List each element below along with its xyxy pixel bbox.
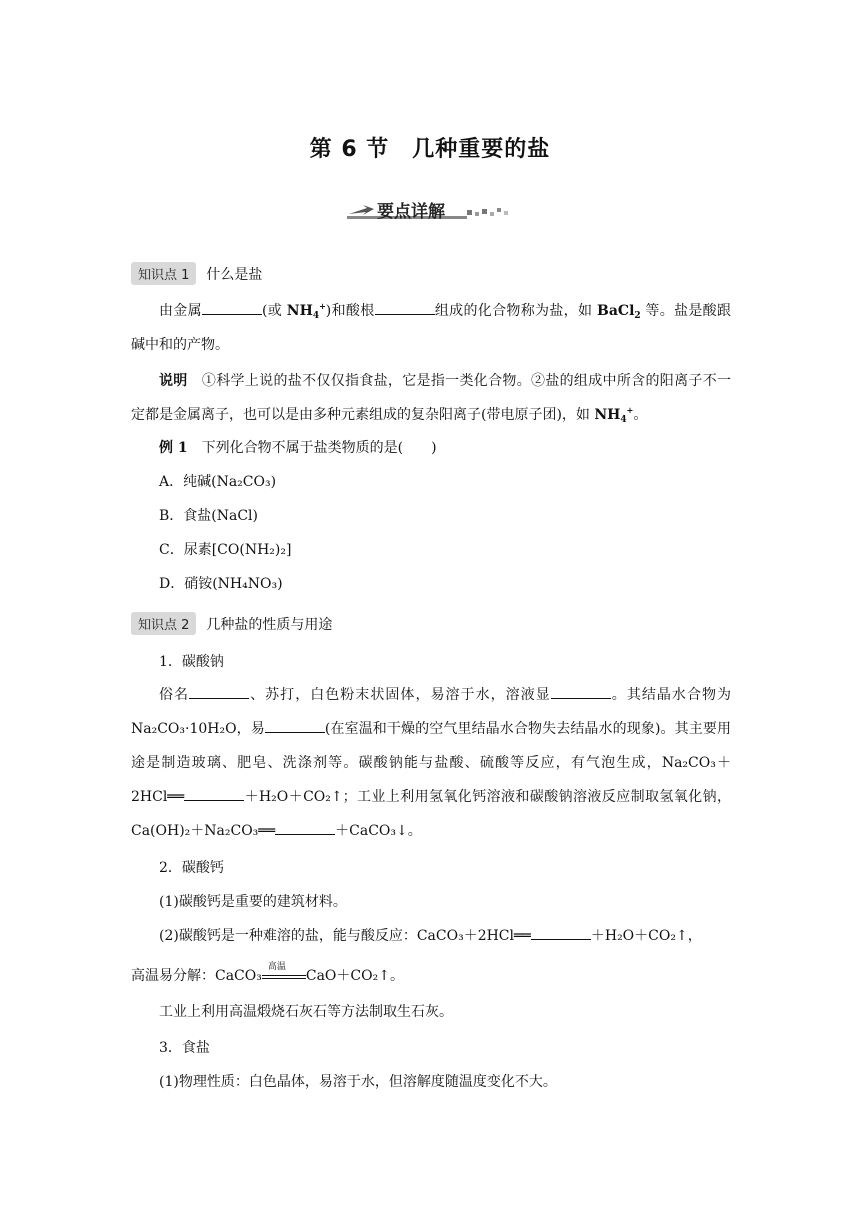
calcium-carbonate-1: (1)碳酸钙是重要的建筑材料。: [159, 894, 347, 910]
option-d: D．硝铵(NH₄NO₃): [159, 576, 283, 592]
calcium-carbonate-industry: 工业上利用高温煅烧石灰石等方法制取生石灰。: [159, 1004, 453, 1020]
knowledge-point-2: [131, 612, 332, 635]
option-a: A．纯碱(Na₂CO₃): [159, 474, 277, 490]
page-title: 第 6 节 几种重要的盐: [309, 137, 551, 162]
paragraph-salt-definition: 由金属 (或 $NH_4^+$)和酸根 组成的化合物称为盐，如 BaCl$_2$ 等。盐是酸跟碱中和的产物。: [131, 301, 731, 353]
kp-title: 几种盐的性质与用途: [206, 616, 333, 633]
reaction-condition-sign: 高温: [262, 969, 306, 983]
fill-blank: [189, 686, 249, 699]
section-banner: [347, 196, 515, 222]
kp-title: 什么是盐: [206, 266, 263, 283]
kp-tag: 知识点 2: [131, 612, 196, 635]
fill-blank: [184, 788, 244, 801]
option-c: C．尿素[CO(NH₂)₂]: [159, 542, 292, 558]
fill-blank: [551, 686, 611, 699]
option-b: B．食盐(NaCl): [159, 508, 258, 524]
fill-blank: [531, 927, 591, 940]
knowledge-point-1: [131, 262, 262, 285]
salt-physical-property: (1)物理性质：白色晶体，易溶于水，但溶解度随温度变化不大。: [159, 1074, 557, 1090]
section-salt: 3．食盐: [159, 1040, 210, 1056]
fill-blank: [265, 720, 325, 733]
paragraph-note: 说明 ①科学上说的盐不仅仅指食盐，它是指一类化合物。②盐的组成中所含的阳离子不一定都是金属离子，也可以是由多种元素组成的复杂阳离子(带电原子团)，如 $NH_4^+$。: [131, 373, 732, 425]
banner-label: 要点详解: [377, 202, 445, 222]
fill-blank: [275, 822, 335, 835]
fill-blank: [202, 302, 262, 315]
section-calcium-carbonate: 2．碳酸钙: [159, 860, 224, 876]
example-1: 例 1 下列化合物不属于盐类物质的是( ): [159, 440, 437, 456]
section-sodium-carbonate: 1．碳酸钠: [159, 654, 224, 670]
paragraph-sodium-carbonate: 俗名 、苏打，白色粉末状固体，易溶于水，溶液显 。其结晶水合物为 Na₂CO₃·10H₂O，易 (在室温和干燥的空气里结晶水合物失去结晶水的现象)。其主要用途是制造玻璃、肥皂、洗涤剂等。碳酸钠能与盐酸、硫酸等反应，有气泡生成，Na₂CO₃＋2HCl══ ＋H₂O＋CO₂↑；工业上利用氢氧化钙溶液和碳酸钠溶液反应制取氢氧化钠，Ca(OH)₂＋Na₂CO₃══ ＋CaCO₃↓。: [131, 687, 732, 839]
calcium-carbonate-2: (2)碳酸钙是一种难溶的盐，能与酸反应：CaCO₃＋2HCl══ ＋H₂O＋CO₂↑，: [159, 928, 702, 944]
calcium-carbonate-decomposition: 高温易分解：CaCO₃ 高温 CaO＋CO₂↑。: [131, 962, 404, 984]
fill-blank: [375, 302, 435, 315]
kp-tag: 知识点 1: [131, 262, 196, 285]
